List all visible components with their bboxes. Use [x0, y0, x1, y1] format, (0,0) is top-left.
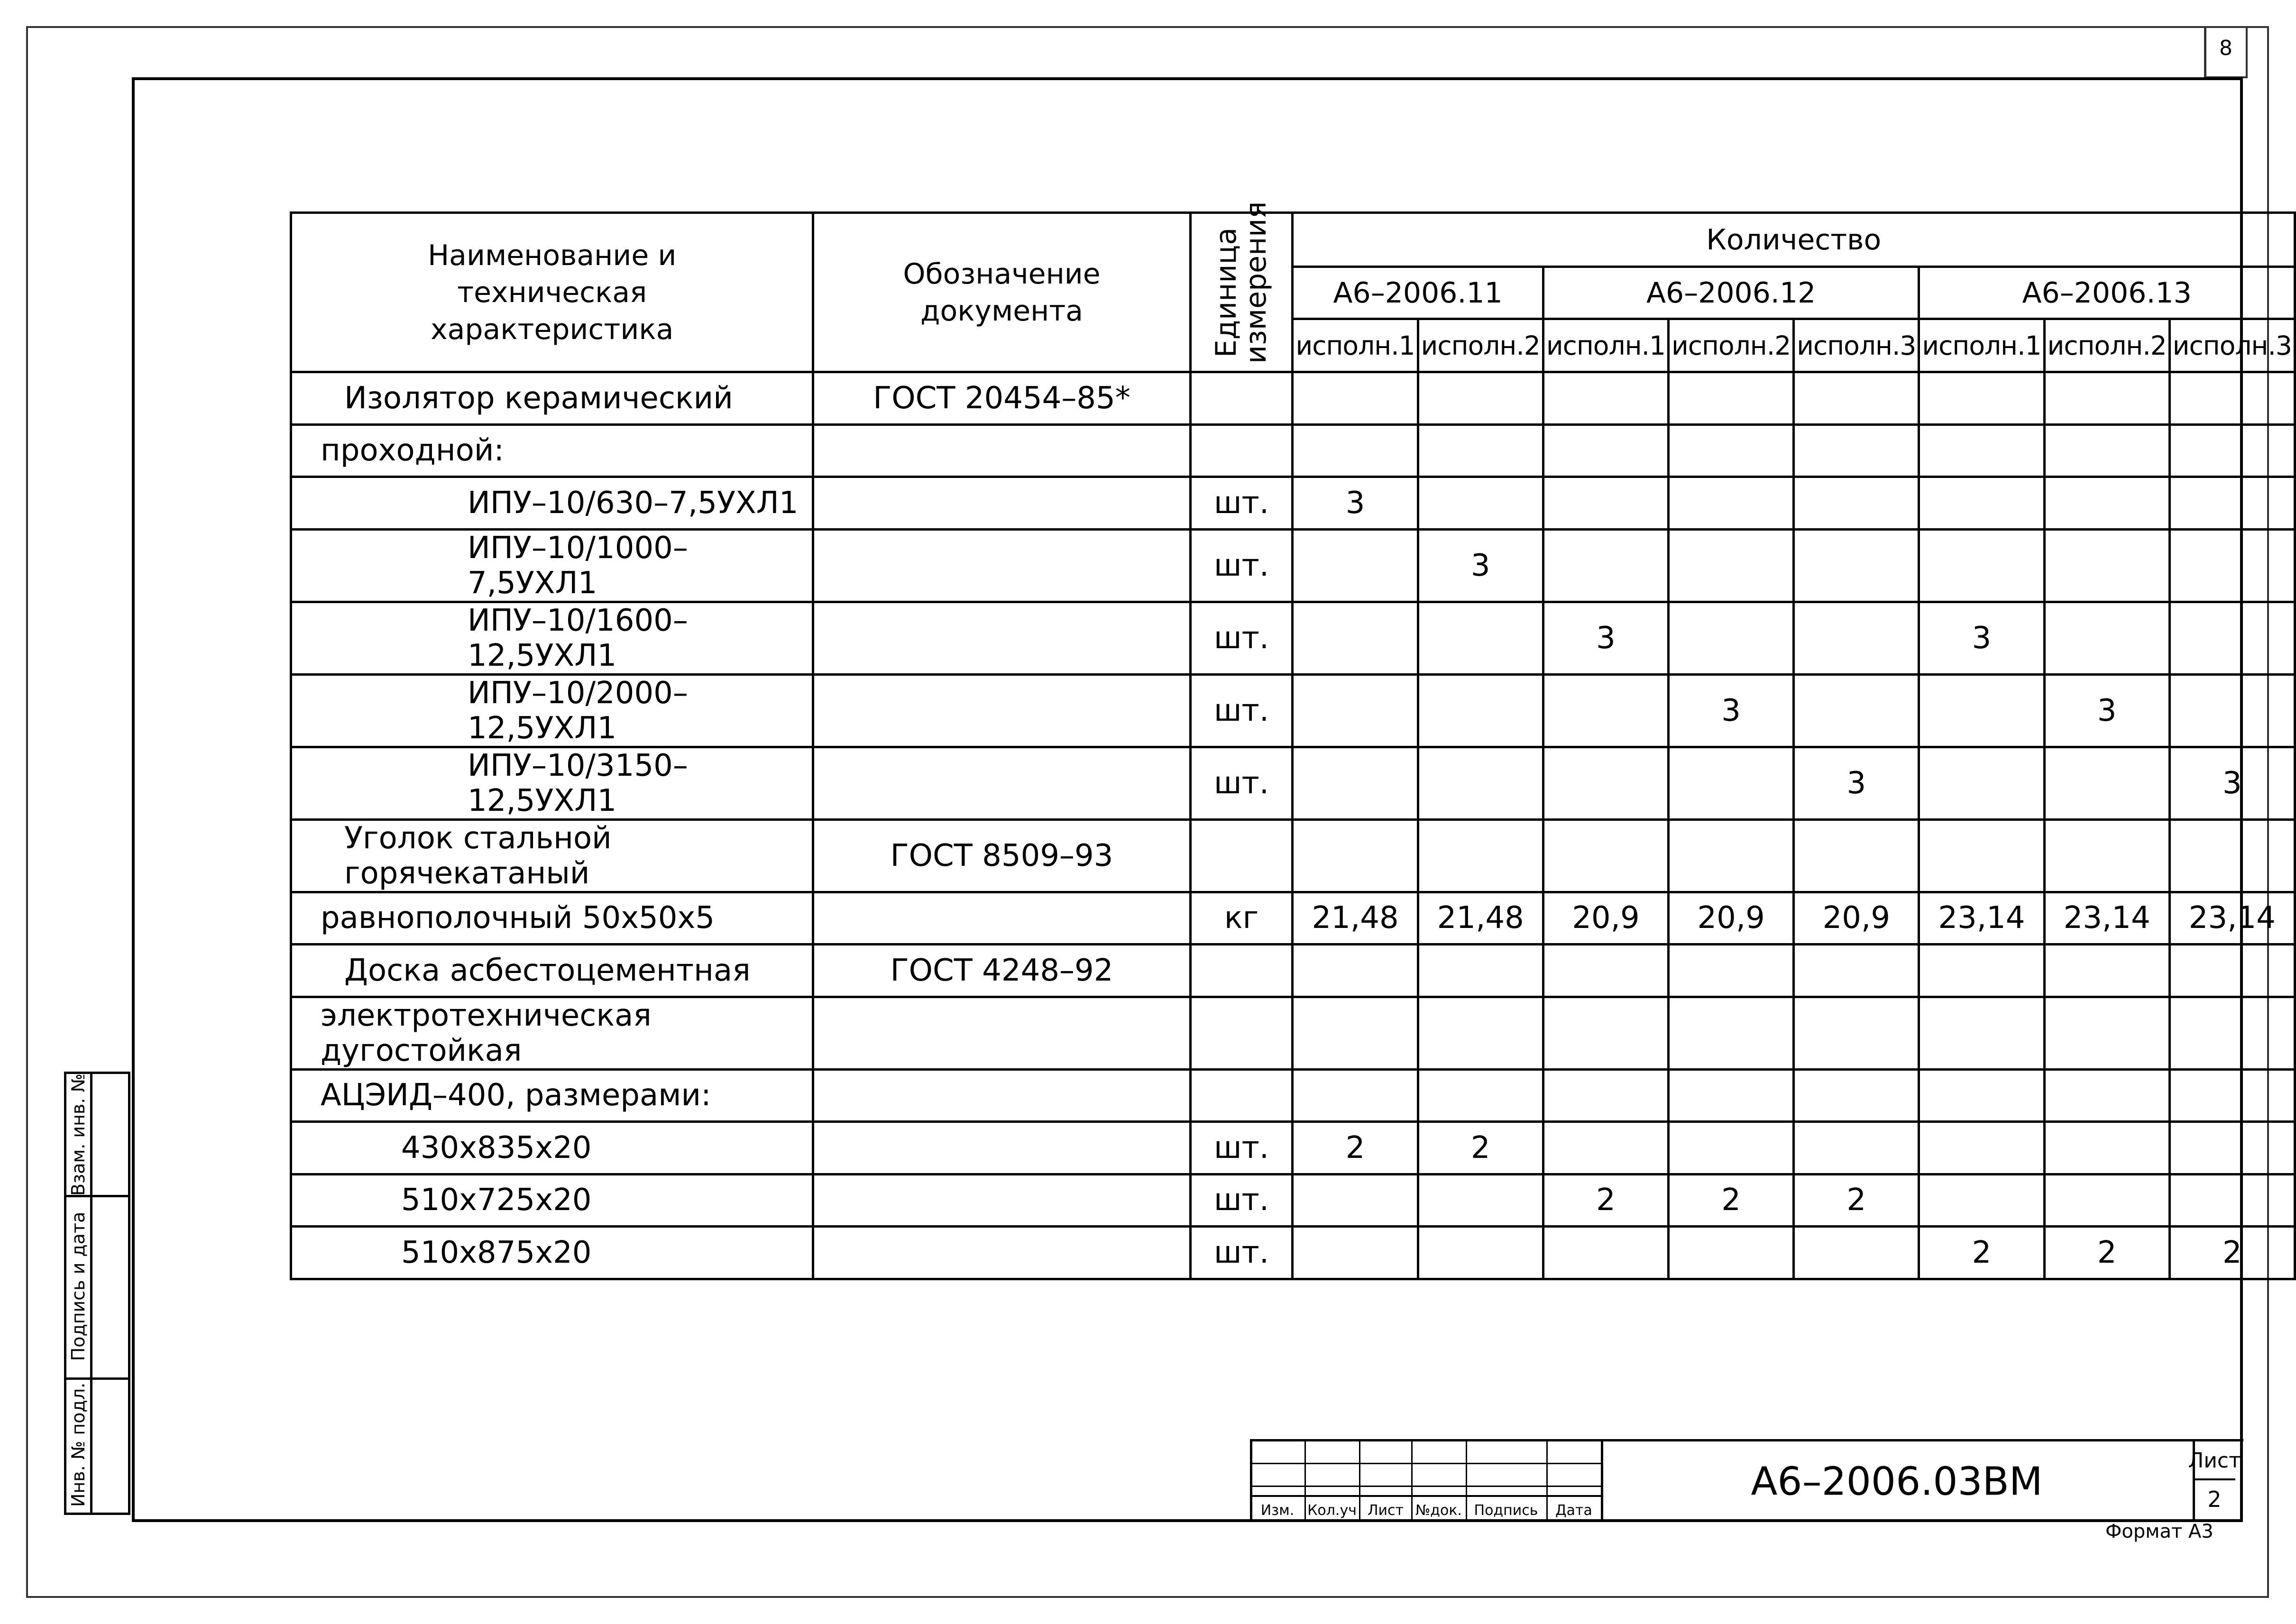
item-quantity	[1293, 424, 1418, 477]
item-quantity	[2169, 602, 2295, 674]
item-quantity: 2	[1669, 1174, 1794, 1227]
item-name: ИПУ–10/2000–12,5УХЛ1	[291, 674, 813, 747]
title-block-line	[1466, 1439, 1467, 1520]
item-quantity	[1669, 819, 1794, 892]
item-quantity	[1543, 424, 1668, 477]
item-unit: шт.	[1190, 1122, 1293, 1174]
title-block-line	[2193, 1478, 2235, 1480]
item-quantity	[1794, 997, 1919, 1069]
item-quantity: 20,9	[1543, 892, 1668, 945]
item-quantity: 2	[1293, 1122, 1418, 1174]
item-quantity	[1543, 819, 1668, 892]
item-quantity	[1669, 424, 1794, 477]
item-quantity	[1543, 529, 1668, 602]
item-quantity	[1794, 1227, 1919, 1279]
table-row	[291, 892, 2295, 945]
side-stamp	[64, 1072, 130, 1515]
table-row	[291, 477, 2295, 530]
item-unit	[1190, 1069, 1293, 1122]
variant-header: исполн.1	[1919, 319, 2044, 372]
item-quantity	[1293, 945, 1418, 997]
title-block-line	[1304, 1439, 1306, 1520]
item-quantity: 2	[1919, 1227, 2044, 1279]
item-quantity	[2169, 1069, 2295, 1122]
item-quantity	[1418, 997, 1543, 1069]
item-quantity	[1794, 372, 1919, 425]
item-unit	[1190, 997, 1293, 1069]
title-block-line	[1250, 1439, 1252, 1520]
item-quantity	[2044, 1069, 2169, 1122]
item-quantity: 23,14	[1919, 892, 2044, 945]
item-quantity	[1669, 997, 1794, 1069]
item-document	[813, 997, 1190, 1069]
item-quantity	[1293, 1174, 1418, 1227]
item-quantity	[1794, 674, 1919, 747]
item-quantity	[1293, 602, 1418, 674]
item-quantity	[1794, 529, 1919, 602]
item-quantity	[1293, 529, 1418, 602]
specification-table	[290, 201, 2296, 1280]
item-quantity	[1543, 1122, 1668, 1174]
table-row	[291, 529, 2295, 602]
side-stamp-replacement-label: Взам. инв. №	[68, 1073, 89, 1196]
item-quantity	[2169, 945, 2295, 997]
item-unit	[1190, 372, 1293, 425]
item-quantity	[1418, 674, 1543, 747]
group-header: А6–2006.12	[1543, 267, 1919, 319]
variant-header: исполн.1	[1543, 319, 1668, 372]
item-quantity	[1794, 819, 1919, 892]
item-quantity	[1919, 747, 2044, 819]
stamp-sheet-number: 2	[2207, 1486, 2222, 1512]
header-designation	[813, 213, 1190, 372]
item-name: 510х875х20	[291, 1227, 813, 1279]
item-quantity: 3	[1669, 674, 1794, 747]
item-quantity	[1919, 945, 2044, 997]
stamp-col-label: Кол.уч	[1307, 1502, 1357, 1519]
title-block-line	[1601, 1439, 1603, 1520]
header-row-quantity	[291, 213, 2295, 267]
item-quantity	[1919, 819, 2044, 892]
item-quantity	[1919, 477, 2044, 530]
item-document	[813, 1227, 1190, 1279]
item-quantity	[1919, 997, 2044, 1069]
item-quantity	[2044, 747, 2169, 819]
side-stamp-signature-label: Подпись и дата	[68, 1211, 89, 1361]
item-quantity	[1418, 1174, 1543, 1227]
item-quantity	[1543, 997, 1668, 1069]
item-quantity	[2169, 997, 2295, 1069]
item-quantity	[1543, 477, 1668, 530]
item-quantity	[1669, 529, 1794, 602]
item-quantity	[1669, 477, 1794, 530]
item-quantity: 23,14	[2044, 892, 2169, 945]
title-block-line	[1546, 1439, 1548, 1520]
item-quantity: 2	[1418, 1122, 1543, 1174]
variant-header: исполн.3	[1794, 319, 1919, 372]
item-document: ГОСТ 8509–93	[813, 819, 1190, 892]
item-quantity: 20,9	[1669, 892, 1794, 945]
item-unit: шт.	[1190, 1227, 1293, 1279]
item-quantity	[1418, 1227, 1543, 1279]
variant-header: исполн.2	[1669, 319, 1794, 372]
item-quantity	[1418, 477, 1543, 530]
variant-header: исполн.2	[2044, 319, 2169, 372]
item-quantity: 2	[2169, 1227, 2295, 1279]
item-document: ГОСТ 4248–92	[813, 945, 1190, 997]
item-quantity	[2044, 1122, 2169, 1174]
item-document	[813, 892, 1190, 945]
item-quantity	[1543, 1069, 1668, 1122]
item-name: ИПУ–10/1000–7,5УХЛ1	[291, 529, 813, 602]
header-unit	[1190, 201, 1293, 372]
item-document	[813, 747, 1190, 819]
item-quantity	[1293, 997, 1418, 1069]
table-row	[291, 602, 2295, 674]
item-quantity	[1418, 747, 1543, 819]
item-quantity	[1669, 1227, 1794, 1279]
header-unit-text: Единица измерения	[1210, 201, 1273, 364]
table-row	[291, 819, 2295, 892]
item-quantity	[1919, 372, 2044, 425]
item-quantity	[1543, 747, 1668, 819]
side-stamp-inventory-label: Инв. № подл.	[68, 1382, 89, 1507]
item-quantity	[1669, 1069, 1794, 1122]
item-name: Доска асбестоцементная	[291, 945, 813, 997]
item-name: 430х835х20	[291, 1122, 813, 1174]
item-name: ИПУ–10/1600–12,5УХЛ1	[291, 602, 813, 674]
item-quantity	[2169, 529, 2295, 602]
item-quantity: 2	[2044, 1227, 2169, 1279]
table-body	[291, 372, 2295, 1279]
title-block-line	[1250, 1463, 1601, 1464]
header-quantity: Количество	[1293, 213, 2295, 267]
stamp-col-label: Подпись	[1474, 1502, 1538, 1519]
header-name	[291, 213, 813, 372]
item-unit: шт.	[1190, 674, 1293, 747]
item-quantity	[1919, 674, 2044, 747]
item-quantity	[1418, 945, 1543, 997]
item-quantity	[1418, 602, 1543, 674]
item-quantity	[1669, 945, 1794, 997]
item-quantity	[2169, 1122, 2295, 1174]
table-row	[291, 1174, 2295, 1227]
item-unit	[1190, 945, 1293, 997]
item-quantity	[1794, 424, 1919, 477]
item-quantity	[2044, 372, 2169, 425]
item-name: ИПУ–10/630–7,5УХЛ1	[291, 477, 813, 530]
item-quantity	[2044, 945, 2169, 997]
item-quantity	[2169, 819, 2295, 892]
item-document	[813, 424, 1190, 477]
item-quantity	[1794, 477, 1919, 530]
variant-header: исполн.3	[2169, 319, 2295, 372]
stamp-col-label: Дата	[1555, 1502, 1592, 1519]
item-document	[813, 1069, 1190, 1122]
stamp-col-label: Изм.	[1260, 1502, 1295, 1519]
item-quantity: 3	[1794, 747, 1919, 819]
table-row	[291, 372, 2295, 425]
side-stamp-divider	[90, 1074, 92, 1513]
item-name: Уголок стальной горячекатаный	[291, 819, 813, 892]
item-quantity	[1293, 1227, 1418, 1279]
item-unit: шт.	[1190, 529, 1293, 602]
item-quantity	[1418, 424, 1543, 477]
item-quantity	[1919, 1069, 2044, 1122]
item-quantity: 20,9	[1794, 892, 1919, 945]
item-document	[813, 1174, 1190, 1227]
item-quantity	[2169, 424, 2295, 477]
item-quantity: 3	[2044, 674, 2169, 747]
item-quantity	[1794, 602, 1919, 674]
item-quantity	[1669, 1122, 1794, 1174]
item-unit: шт.	[1190, 477, 1293, 530]
item-document	[813, 477, 1190, 530]
table-row	[291, 1122, 2295, 1174]
item-quantity: 3	[2169, 747, 2295, 819]
title-block-line	[1411, 1439, 1413, 1520]
table-row	[291, 945, 2295, 997]
table-row	[291, 674, 2295, 747]
item-quantity	[1293, 819, 1418, 892]
item-quantity	[2044, 1174, 2169, 1227]
item-quantity	[1669, 602, 1794, 674]
table-row	[291, 424, 2295, 477]
item-quantity	[1543, 1227, 1668, 1279]
table-row	[291, 1069, 2295, 1122]
item-quantity	[2044, 602, 2169, 674]
sheet-number: 8	[2219, 36, 2232, 60]
item-quantity: 3	[1543, 602, 1668, 674]
item-quantity	[1794, 1122, 1919, 1174]
item-quantity	[1919, 1122, 2044, 1174]
item-document	[813, 602, 1190, 674]
item-quantity	[1543, 372, 1668, 425]
item-unit	[1190, 819, 1293, 892]
item-quantity	[2169, 674, 2295, 747]
item-document	[813, 529, 1190, 602]
item-quantity	[1919, 424, 2044, 477]
header-designation-text: Обозначение документа	[903, 257, 1101, 328]
variant-header: исполн.1	[1293, 319, 1418, 372]
item-quantity	[1418, 1069, 1543, 1122]
item-name: АЦЭИД–400, размерами:	[291, 1069, 813, 1122]
item-unit: шт.	[1190, 1174, 1293, 1227]
variant-header: исполн.2	[1418, 319, 1543, 372]
item-quantity: 3	[1418, 529, 1543, 602]
item-unit: шт.	[1190, 747, 1293, 819]
item-quantity	[1418, 372, 1543, 425]
title-block-line	[1250, 1486, 1601, 1487]
title-block-line	[1250, 1439, 2197, 1441]
stamp-col-label: №док.	[1415, 1502, 1462, 1519]
item-quantity	[1669, 372, 1794, 425]
item-quantity	[1919, 1174, 2044, 1227]
item-name: проходной:	[291, 424, 813, 477]
item-name: 510х725х20	[291, 1174, 813, 1227]
item-document	[813, 1122, 1190, 1174]
item-quantity	[2044, 529, 2169, 602]
item-unit	[1190, 424, 1293, 477]
item-quantity	[1293, 372, 1418, 425]
format-label: Формат А3	[2105, 1521, 2213, 1542]
item-quantity	[1293, 1069, 1418, 1122]
item-quantity	[1293, 674, 1418, 747]
title-block	[1250, 1439, 2241, 1520]
title-block-line	[1250, 1495, 1601, 1497]
group-header: А6–2006.13	[1919, 267, 2295, 319]
item-quantity	[2169, 477, 2295, 530]
item-quantity	[1543, 674, 1668, 747]
stamp-sheet-label: Лист	[2188, 1449, 2241, 1473]
stamp-col-label: Лист	[1367, 1502, 1404, 1519]
item-name: равнополочный 50х50х5	[291, 892, 813, 945]
item-quantity	[1669, 747, 1794, 819]
item-name: ИПУ–10/3150–12,5УХЛ1	[291, 747, 813, 819]
title-block-line	[2193, 1439, 2243, 1441]
item-quantity	[2169, 372, 2295, 425]
item-unit: шт.	[1190, 602, 1293, 674]
item-quantity	[2169, 1174, 2295, 1227]
side-stamp-divider	[66, 1377, 128, 1380]
item-quantity: 23,14	[2169, 892, 2295, 945]
item-quantity: 3	[1919, 602, 2044, 674]
item-quantity: 3	[1293, 477, 1418, 530]
group-header: А6–2006.11	[1293, 267, 1543, 319]
item-document	[813, 674, 1190, 747]
item-quantity	[2044, 997, 2169, 1069]
item-quantity	[1293, 747, 1418, 819]
item-quantity	[1794, 945, 1919, 997]
table-row	[291, 1227, 2295, 1279]
item-unit: кг	[1190, 892, 1293, 945]
item-quantity	[1418, 819, 1543, 892]
title-block-line	[1359, 1439, 1360, 1520]
item-quantity: 21,48	[1293, 892, 1418, 945]
item-quantity	[1919, 529, 2044, 602]
item-quantity: 2	[1543, 1174, 1668, 1227]
item-name: электротехническая дугостойкая	[291, 997, 813, 1069]
item-quantity: 2	[1794, 1174, 1919, 1227]
table-row	[291, 747, 2295, 819]
item-document: ГОСТ 20454–85*	[813, 372, 1190, 425]
header-name-text: Наименование и техническая характеристика	[428, 239, 677, 346]
item-name: Изолятор керамический	[291, 372, 813, 425]
item-quantity	[1794, 1069, 1919, 1122]
item-quantity	[1543, 945, 1668, 997]
document-code: А6–2006.03ВМ	[1751, 1459, 2043, 1505]
item-quantity	[2044, 819, 2169, 892]
item-quantity	[2044, 424, 2169, 477]
item-quantity	[2044, 477, 2169, 530]
item-quantity: 21,48	[1418, 892, 1543, 945]
table-row	[291, 997, 2295, 1069]
